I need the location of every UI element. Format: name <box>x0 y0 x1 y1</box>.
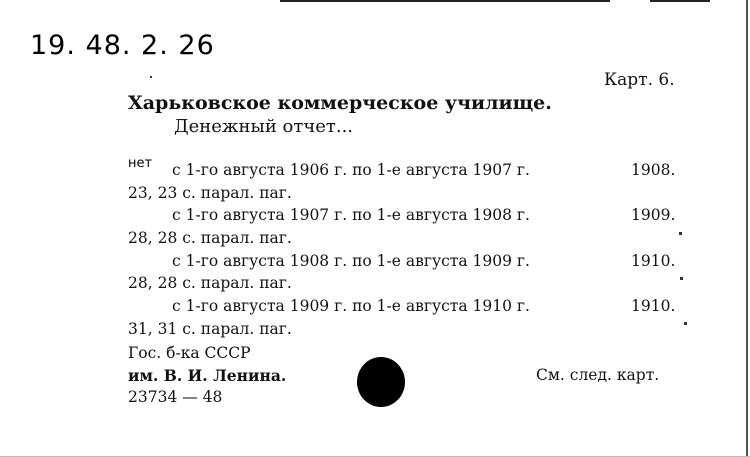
library-dedication: им. В. И. Ленина. <box>128 366 287 385</box>
see-next-card: См. след. карт. <box>536 366 660 384</box>
entry-period: с 1-го августа 1906 г. по 1-е августа 1907 г. <box>172 161 530 179</box>
speck <box>684 322 687 325</box>
entry-pages: 28, 28 с. парал. паг. <box>128 229 292 247</box>
card-punch-hole <box>357 357 405 407</box>
handwritten-shelf-number: 19. 48. 2. 26 <box>30 30 215 61</box>
card-number: Карт. 6. <box>604 70 675 90</box>
entry-period: с 1-го августа 1908 г. по 1-е августа 1909 г. <box>172 252 530 270</box>
library-name: Гос. б-ка СССР <box>128 344 251 362</box>
speck <box>679 232 682 235</box>
library-code: 23734 — 48 <box>128 388 223 406</box>
entry-period: с 1-го августа 1909 г. по 1-е августа 1910 г. <box>172 297 530 315</box>
card-top-edge <box>280 0 610 2</box>
card-subtitle: Денежный отчет... <box>174 116 354 137</box>
speck <box>680 277 683 280</box>
card-title: Харьковское коммерческое училище. <box>128 92 552 114</box>
entry-pages: 23, 23 с. парал. паг. <box>128 184 292 202</box>
entry-pages: 28, 28 с. парал. паг. <box>128 274 292 292</box>
speck <box>150 76 152 78</box>
handwritten-note: нет <box>128 156 153 171</box>
entry-pages: 31, 31 с. парал. паг. <box>128 320 292 338</box>
card-right-edge <box>746 0 748 457</box>
entry-year: 1910. <box>631 297 676 315</box>
card-top-edge-right <box>650 0 710 2</box>
entry-period: с 1-го августа 1907 г. по 1-е августа 1908 г. <box>172 206 530 224</box>
entry-year: 1909. <box>631 206 676 224</box>
entry-year: 1910. <box>631 252 676 270</box>
entry-year: 1908. <box>631 161 676 179</box>
